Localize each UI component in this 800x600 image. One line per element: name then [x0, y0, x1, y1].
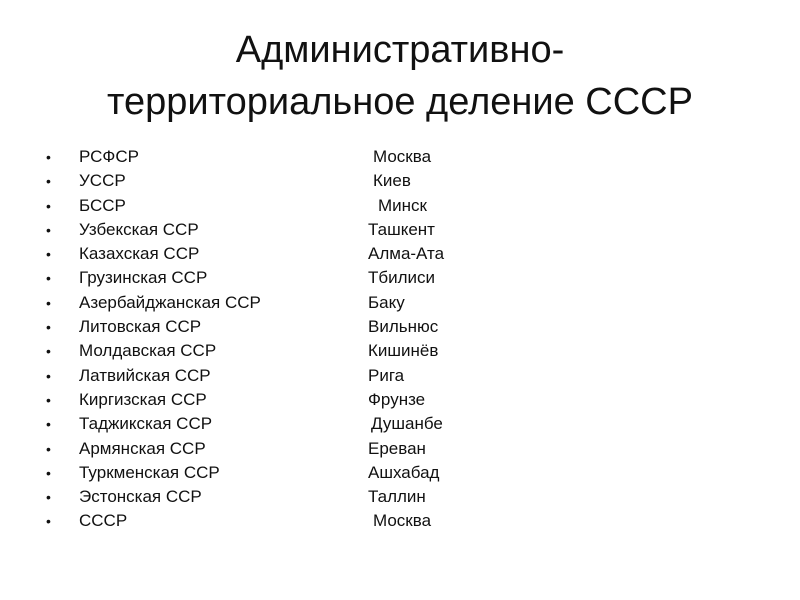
slide-title: [0, 24, 800, 128]
republic-name: Туркменская ССР: [79, 462, 220, 482]
capital-name: Рига: [368, 365, 405, 385]
capital-name: Алма-Ата: [368, 244, 445, 264]
capital-name: Кишинёв: [368, 341, 439, 361]
republic-name: Азербайджанская ССР: [79, 292, 261, 312]
list-item-moldavian: [0, 339, 800, 363]
bullet-icon: •: [46, 173, 51, 190]
list-item-ussr: [0, 509, 800, 533]
republic-name: РСФСР: [79, 147, 139, 166]
bullet-icon: •: [46, 246, 51, 263]
republic-name: Казахская ССР: [79, 244, 200, 264]
bullet-icon: •: [46, 149, 51, 165]
capital-name: Минск: [378, 195, 427, 215]
republic-name: Узбекская ССР: [79, 219, 199, 239]
bullet-icon: •: [46, 464, 51, 481]
capital-name: Ашхабад: [368, 462, 440, 482]
republic-name: Литовская ССР: [79, 317, 202, 337]
capital-name: Фрунзе: [368, 389, 426, 409]
republic-name: Киргизская ССР: [79, 389, 207, 409]
bullet-icon: •: [46, 221, 51, 238]
capital-name: Киев: [373, 171, 411, 191]
republic-name: БССР: [79, 195, 126, 215]
capital-name: Москва: [373, 511, 432, 531]
republic-name: Таджикская ССР: [79, 414, 213, 434]
bullet-icon: •: [46, 440, 51, 457]
capital-name: Тбилиси: [368, 268, 436, 288]
republic-name: Грузинская ССР: [79, 268, 208, 288]
bullet-icon: •: [46, 270, 51, 287]
list-item-estonian: [0, 485, 800, 509]
republic-name: Латвийская ССР: [79, 365, 211, 385]
list-item-azerbaijan: [0, 291, 800, 315]
republic-capital-list: [0, 145, 800, 534]
title-line-2: территориальное деление СССР: [107, 81, 693, 123]
capital-name: Вильнюс: [368, 317, 439, 337]
list-item-rsfsr: [0, 145, 800, 169]
title-line-1: Административно-: [235, 29, 565, 71]
capital-name: Ереван: [368, 438, 426, 458]
republic-name: Армянская ССР: [79, 438, 206, 458]
capital-name: Москва: [373, 147, 432, 166]
bullet-icon: •: [46, 489, 51, 506]
bullet-icon: •: [46, 343, 51, 360]
republic-name: Молдавская ССР: [79, 341, 217, 361]
capital-name: Баку: [368, 292, 405, 312]
list-item-ussr-ukraine: [0, 169, 800, 193]
list-item-turkmen: [0, 461, 800, 485]
bullet-icon: •: [46, 391, 51, 408]
list-item-lithuanian: [0, 315, 800, 339]
republic-name: УССР: [79, 171, 126, 191]
bullet-icon: •: [46, 416, 51, 433]
bullet-icon: •: [46, 367, 51, 384]
list-item-kirghiz: [0, 388, 800, 412]
list-item-uzbek: [0, 218, 800, 242]
capital-name: Душанбе: [371, 414, 443, 434]
capital-name: Таллин: [368, 487, 426, 507]
bullet-icon: •: [46, 197, 51, 214]
list-item-georgian: [0, 266, 800, 290]
republic-name: Эстонская ССР: [79, 487, 202, 507]
list-item-armenian: [0, 437, 800, 461]
republic-name: СССР: [79, 511, 128, 531]
capital-name: Ташкент: [368, 219, 435, 239]
list-item-kazakh: [0, 242, 800, 266]
bullet-icon: •: [46, 513, 51, 530]
list-item-latvian: [0, 364, 800, 388]
list-item-tajik: [0, 412, 800, 436]
list-item-bssr: [0, 194, 800, 218]
bullet-icon: •: [46, 294, 51, 311]
bullet-icon: •: [46, 319, 51, 336]
